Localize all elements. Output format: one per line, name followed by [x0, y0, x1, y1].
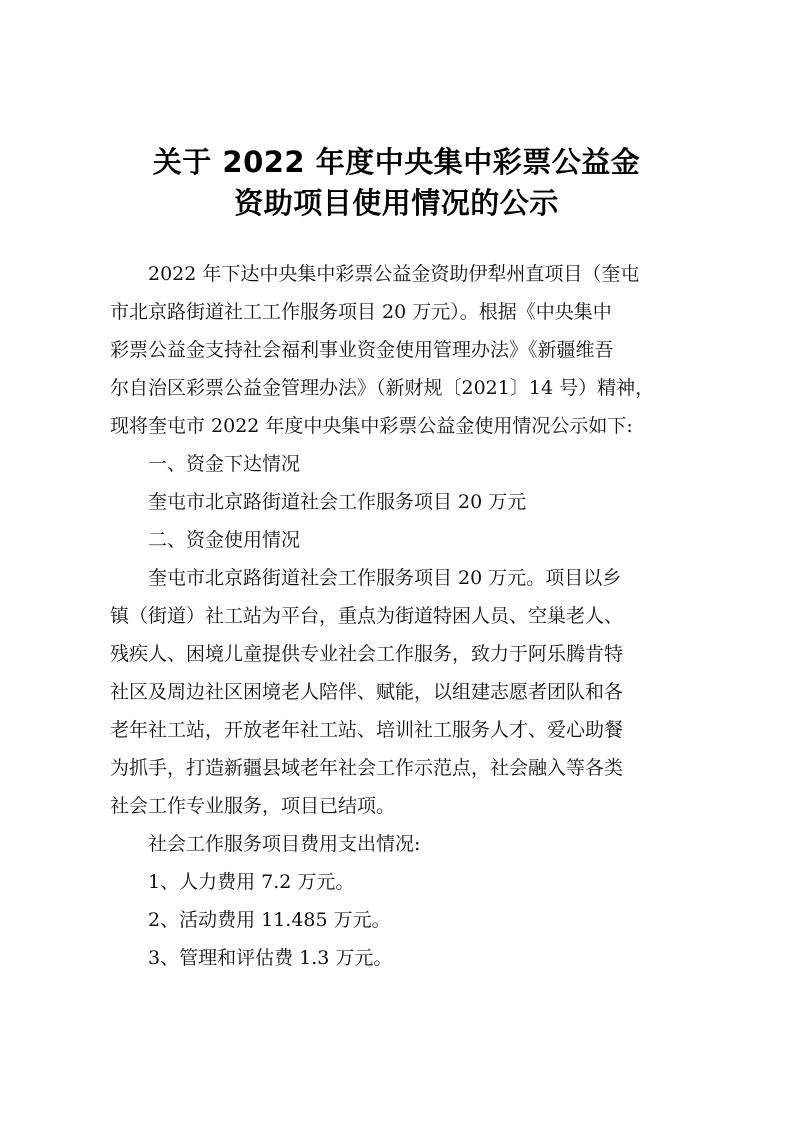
- section-body-line: 社区及周边社区困境老人陪伴、赋能，以组建志愿者团队和各: [110, 681, 624, 703]
- section-body-line: 奎屯市北京路街道社会工作服务项目 20 万元。项目以乡: [148, 567, 622, 589]
- intro-line: 尔自治区彩票公益金管理办法》（新财规〔2021〕14 号）精神，: [110, 377, 655, 399]
- section-heading-funds-used: 二、资金使用情况: [148, 529, 301, 551]
- expense-item: 2、活动费用 11.485 万元。: [148, 909, 391, 931]
- expense-item: 3、管理和评估费 1.3 万元。: [148, 947, 393, 969]
- expense-item: 1、人力费用 7.2 万元。: [148, 871, 355, 893]
- section-body-line: 残疾人、困境儿童提供专业社会工作服务，致力于阿乐腾肯特: [110, 643, 624, 665]
- section-body-line: 社会工作专业服务，项目已结项。: [110, 795, 396, 817]
- section-heading-funds-issued: 一、资金下达情况: [148, 453, 301, 475]
- section-body-line: 奎屯市北京路街道社会工作服务项目 20 万元: [148, 491, 527, 513]
- intro-line: 彩票公益金支持社会福利事业资金使用管理办法》《新疆维吾: [110, 339, 614, 361]
- document-title-line-1: 关于 2022 年度中央集中彩票公益金: [152, 145, 641, 179]
- intro-line: 2022 年下达中央集中彩票公益金资助伊犁州直项目（奎屯: [148, 263, 640, 285]
- section-body-line: 为抓手，打造新疆县域老年社会工作示范点，社会融入等各类: [110, 757, 624, 779]
- section-body-line: 镇（街道）社工站为平台，重点为街道特困人员、空巢老人、: [110, 605, 624, 627]
- intro-line: 市北京路街道社工工作服务项目 20 万元）。根据《中央集中: [110, 301, 612, 323]
- section-body-line: 老年社工站，开放老年社工站、培训社工服务人才、爱心助餐: [110, 719, 624, 741]
- intro-line: 现将奎屯市 2022 年度中央集中彩票公益金使用情况公示如下:: [110, 415, 633, 437]
- document-title-line-2: 资助项目使用情况的公示: [234, 186, 559, 220]
- expense-intro: 社会工作服务项目费用支出情况:: [148, 833, 421, 855]
